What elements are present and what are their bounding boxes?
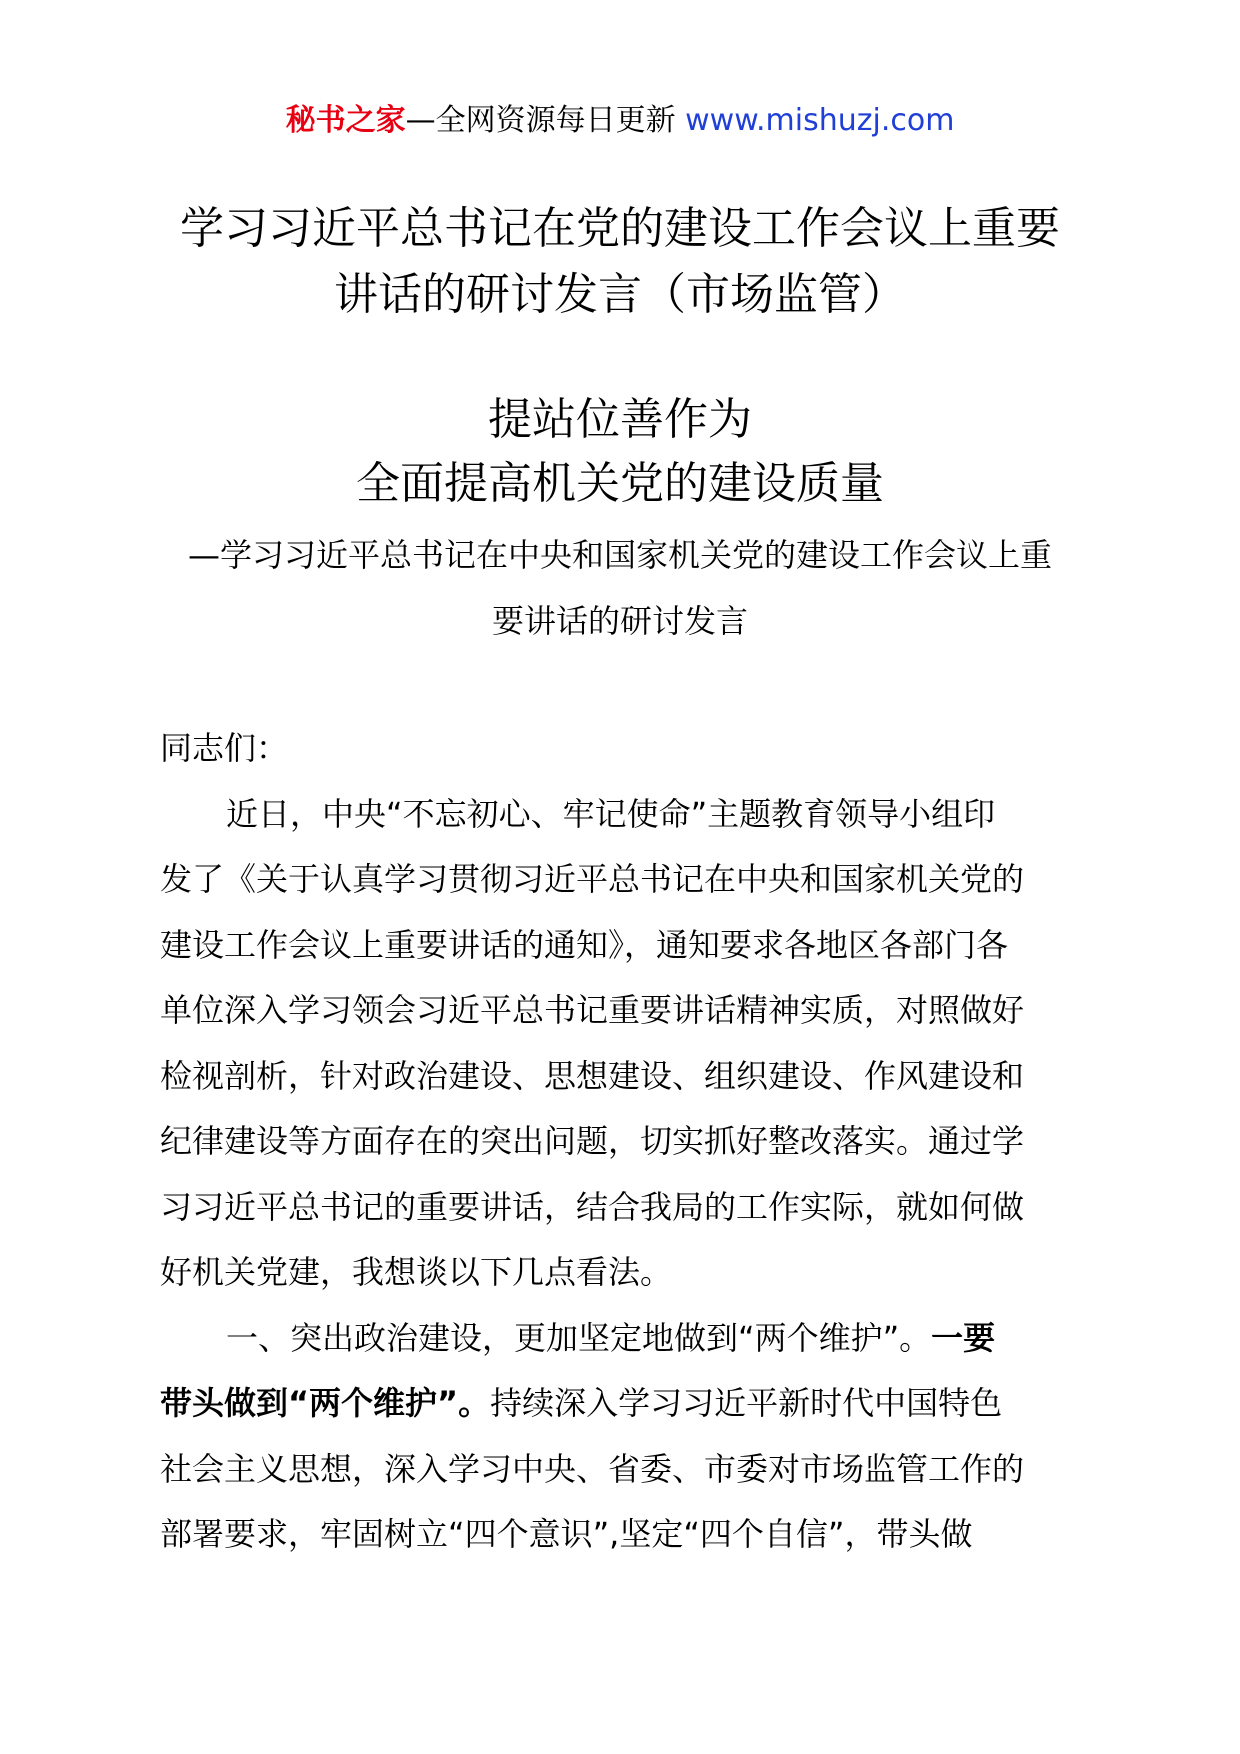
paragraph-1-line-6: 纪律建设等方面存在的突出问题，切实抓好整改落实。通过学: [160, 1122, 1025, 1160]
header-tagline: —全网资源每日更新: [405, 103, 686, 138]
salutation: 同志们：: [160, 729, 289, 767]
subtitle-line-1: 提站位善作为: [488, 394, 752, 445]
title-line-2: 讲话的研讨发言（市场监管）: [334, 269, 906, 320]
bold-point-1-end: 带头做到“两个维护”。: [160, 1384, 491, 1422]
paragraph-1-line-5: 检视剖析，针对政治建设、思想建设、组织建设、作风建设和: [160, 1056, 1025, 1095]
document-body: [160, 716, 1090, 1568]
brand-name: 秘书之家: [285, 103, 406, 138]
document-sub-subtitle: [150, 522, 1090, 654]
paragraph-2-line-3: 社会主义思想，深入学习中央、省委、市委对市场监管工作的: [160, 1449, 1025, 1488]
paragraph-1-line-1: 近日，中央“不忘初心、牢记使命”主题教育领导小组印: [226, 794, 996, 833]
site-url-link[interactable]: www.mishuzj.com: [685, 103, 955, 138]
subtitle-line-2: 全面提高机关党的建设质量: [356, 458, 884, 509]
document-title: [160, 196, 1080, 328]
paragraph-1-line-7: 习习近平总书记的重要讲话，结合我局的工作实际，就如何做: [160, 1187, 1025, 1226]
paragraph-1-line-3: 建设工作会议上重要讲话的通知》，通知要求各地区各部门各: [160, 925, 1009, 964]
site-header: [0, 98, 1240, 144]
bold-point-1-start: 一要: [931, 1318, 996, 1357]
paragraph-1-line-8: 好机关党建，我想谈以下几点看法。: [160, 1253, 673, 1291]
paragraph-2-line-2: [160, 1371, 1090, 1437]
sub-subtitle-line-1: —学习习近平总书记在中央和国家机关党的建设工作会议上重: [187, 536, 1052, 574]
document-subtitle: [160, 388, 1080, 516]
section-heading-1: 一、突出政治建设，更加坚定地做到“两个维护”。: [226, 1318, 932, 1357]
paragraph-1-line-4: 单位深入学习领会习近平总书记重要讲话精神实质，对照做好: [160, 991, 1025, 1029]
paragraph-2-line-1: [160, 1306, 1090, 1372]
title-line-1: 学习习近平总书记在党的建设工作会议上重要: [180, 203, 1060, 254]
paragraph-1-line-2: 发了《关于认真学习贯彻习近平总书记在中央和国家机关党的: [160, 860, 1025, 898]
paragraph-2-line-2-text: 持续深入学习习近平新时代中国特色: [490, 1384, 1003, 1422]
paragraph-2-line-4: 部署要求，牢固树立“四个意识”,坚定“四个自信”，带头做: [160, 1515, 973, 1553]
sub-subtitle-line-2: 要讲话的研讨发言: [491, 602, 748, 640]
